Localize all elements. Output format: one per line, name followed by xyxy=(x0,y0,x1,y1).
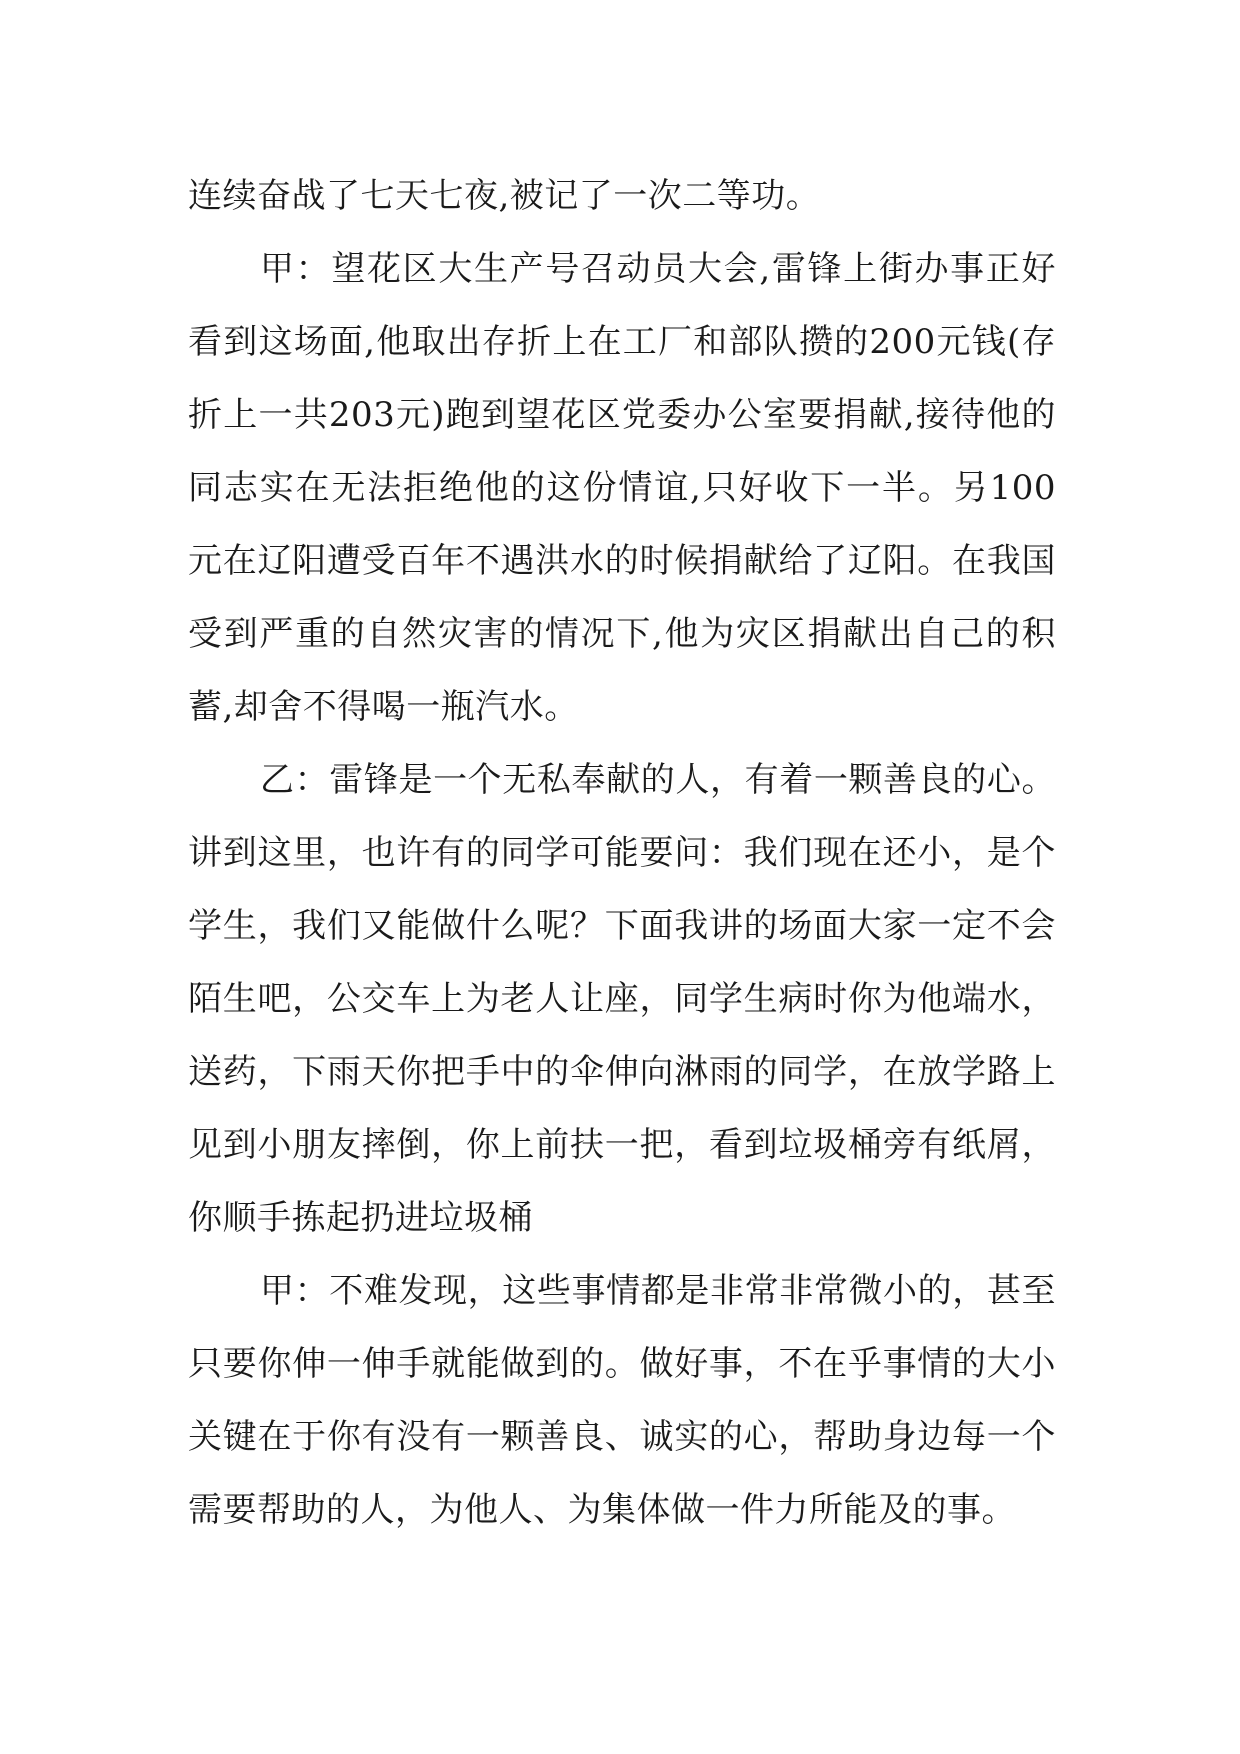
paragraph-jia-donation: 甲：望花区大生产号召动员大会,雷锋上街办事正好看到这场面,他取出存折上在工厂和部队攒的200元钱(存折上一共203元)跑到望花区党委办公室要捐献,接待他的同志实在无法拒绝他的这份情谊,只好收下一半。另100元在辽阳遭受百年不遇洪水的时候捐献给了辽阳。在我国受到严重的自然灾害的情况下,他为灾区捐献出自己的积蓄,却舍不得喝一瓶汽水。 xyxy=(188,249,1056,727)
paragraph-jia-conclusion: 甲：不难发现，这些事情都是非常非常微小的，甚至只要你伸一伸手就能做到的。做好事，不在乎事情的大小关键在于你有没有一颗善良、诚实的心，帮助身边每一个需要帮助的人，为他人、为集体做一件力所能及的事。 xyxy=(188,1271,1056,1530)
document-body xyxy=(188,160,1056,1547)
paragraph-continuation: 连续奋战了七天七夜,被记了一次二等功。 xyxy=(188,176,821,216)
paragraph-yi-small-deeds: 乙：雷锋是一个无私奉献的人，有着一颗善良的心。讲到这里，也许有的同学可能要问：我们现在还小，是个学生，我们又能做什么呢？下面我讲的场面大家一定不会陌生吧，公交车上为老人让座，同学生病时你为他端水，送药，下雨天你把手中的伞伸向淋雨的同学，在放学路上见到小朋友摔倒，你上前扶一把，看到垃圾桶旁有纸屑，你顺手拣起扔进垃圾桶 xyxy=(188,760,1056,1238)
